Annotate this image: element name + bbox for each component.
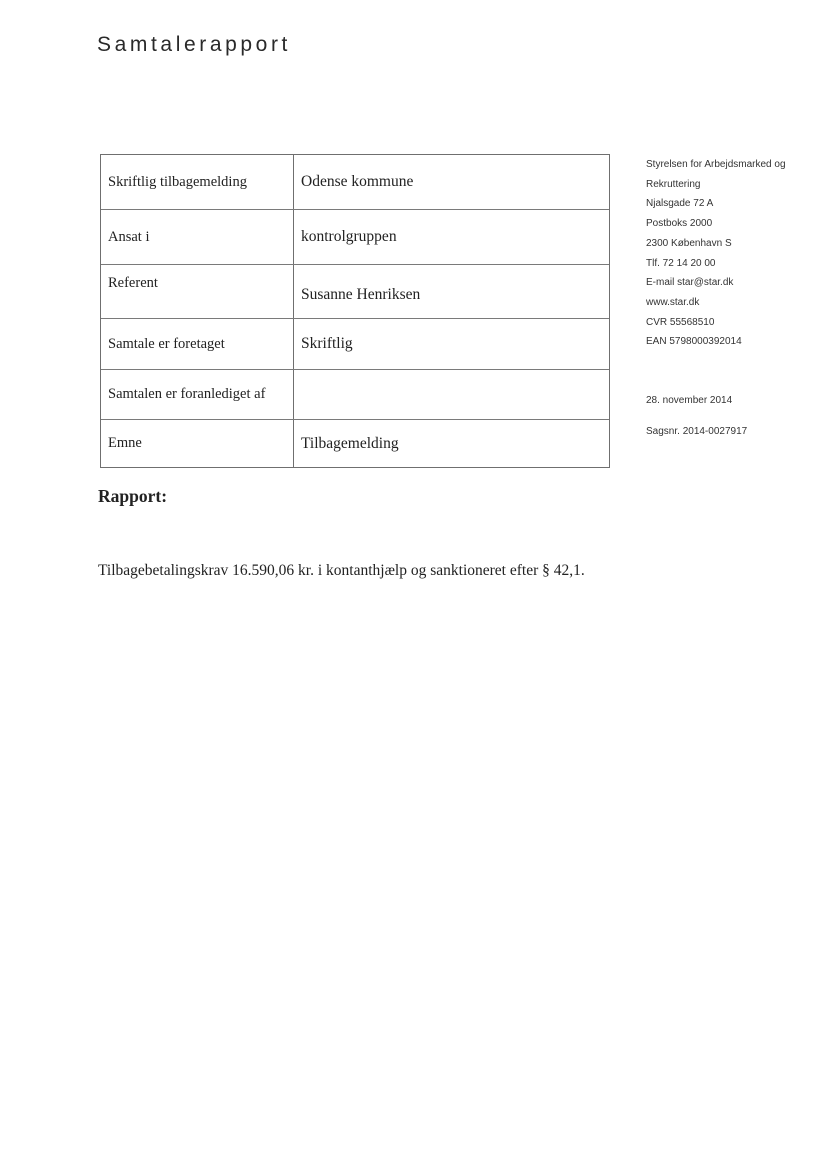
row-value: Tilbagemelding	[301, 434, 399, 452]
table-row	[101, 370, 609, 420]
sender-line: Postboks 2000	[646, 218, 713, 230]
row-label: Skriftlig tilbagemelding	[101, 155, 294, 209]
row-value	[294, 370, 609, 419]
row-label: Samtalen er foranlediget af	[101, 370, 294, 419]
document-title: Samtalerapport	[97, 33, 291, 56]
row-value: kontrolgruppen	[301, 228, 397, 245]
sender-line: Rekruttering	[646, 178, 701, 190]
table-row	[101, 319, 609, 370]
report-heading: Rapport:	[98, 486, 168, 506]
table-row	[101, 210, 609, 265]
conversation-info-table	[100, 154, 610, 468]
document-date: 28. november 2014	[646, 395, 733, 406]
case-number: Sagsnr. 2014-0027917	[646, 426, 748, 437]
sender-line: EAN 5798000392014	[646, 336, 742, 348]
row-value: Susanne Henriksen	[301, 285, 421, 303]
sender-line: Njalsgade 72 A	[646, 198, 714, 210]
report-body: Tilbagebetalingskrav 16.590,06 kr. i kontanthjælp og sanktioneret efter § 42,1.	[98, 562, 585, 579]
sender-line: Tlf. 72 14 20 00	[646, 257, 716, 269]
row-value: Skriftlig	[301, 335, 353, 352]
table-row	[101, 265, 609, 319]
row-label: Samtale er foretaget	[101, 319, 294, 369]
table-row	[101, 420, 609, 467]
row-value: Odense kommune	[301, 173, 414, 190]
row-label: Emne	[101, 420, 294, 467]
row-label: Ansat i	[101, 210, 294, 264]
row-label: Referent	[101, 265, 294, 318]
sender-address-block	[646, 155, 821, 352]
sender-line: 2300 København S	[646, 237, 732, 249]
table-row	[101, 155, 609, 210]
sender-line: CVR 55568510	[646, 316, 715, 328]
sender-website: www.star.dk	[646, 296, 700, 308]
sender-line: Styrelsen for Arbejdsmarked og	[646, 159, 786, 170]
sender-email: E-mail star@star.dk	[646, 277, 734, 289]
